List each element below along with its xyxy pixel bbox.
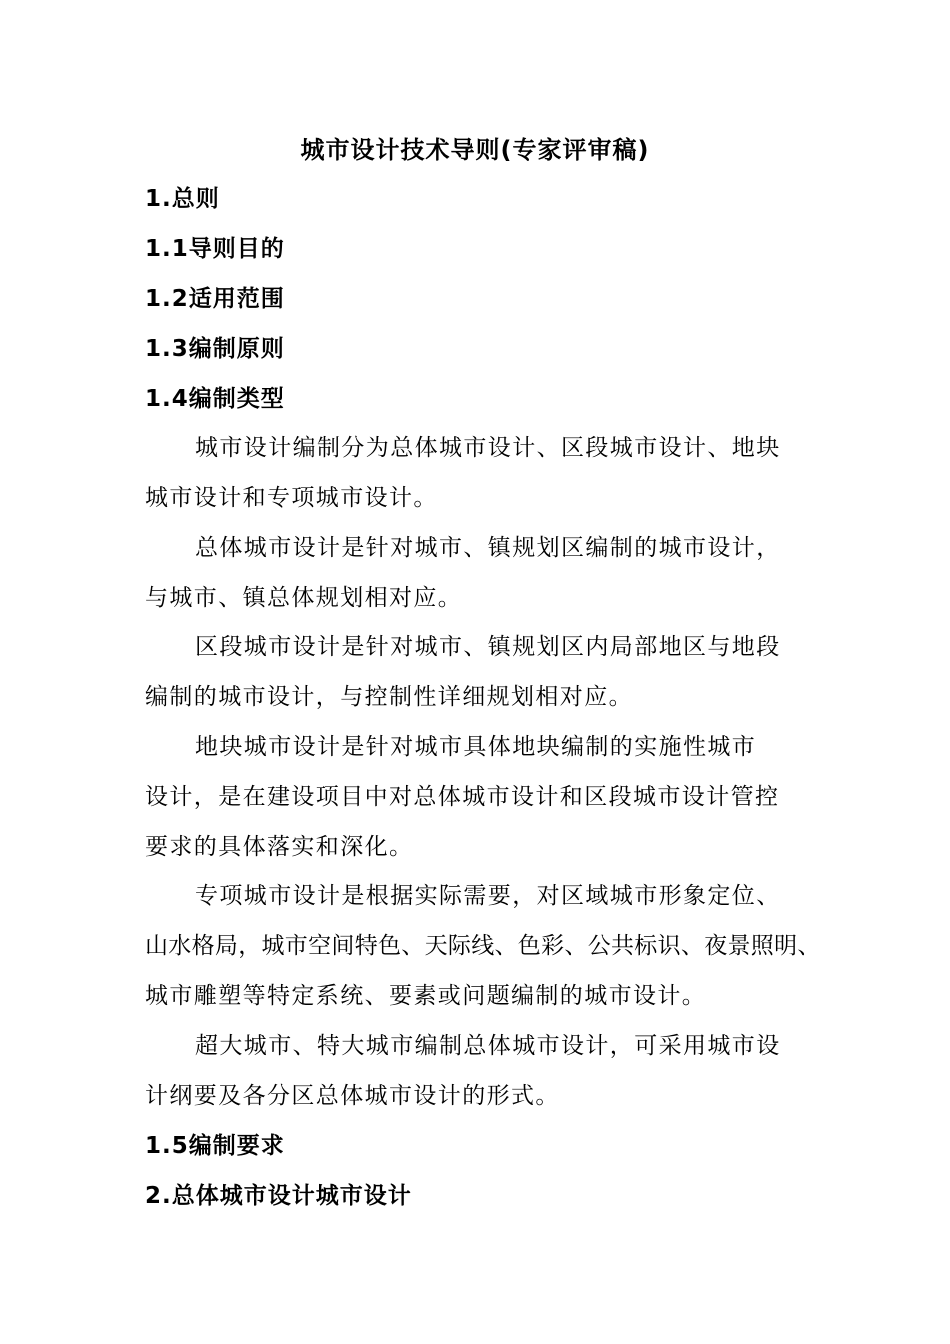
- paragraph-line: 山水格局，城市空间特色、天际线、色彩、公共标识、夜景照明、: [145, 933, 821, 959]
- paragraph-line: 设计，是在建设项目中对总体城市设计和区段城市设计管控: [145, 784, 780, 810]
- heading-1-3: 1.3编制原则: [145, 336, 285, 362]
- paragraph-plot-design: [145, 722, 835, 872]
- paragraph-line: 超大城市、特大城市编制总体城市设计，可采用城市设: [195, 1033, 781, 1059]
- paragraph-types-overview: [145, 423, 835, 523]
- heading-2: 2.总体城市设计城市设计: [145, 1183, 412, 1209]
- paragraph-district-design: [145, 622, 835, 722]
- paragraph-line: 计纲要及各分区总体城市设计的形式。: [145, 1083, 560, 1109]
- paragraph-line: 城市设计和专项城市设计。: [145, 485, 438, 511]
- heading-1-4: 1.4编制类型: [145, 386, 285, 412]
- paragraph-line: 区段城市设计是针对城市、镇规划区内局部地区与地段: [195, 634, 781, 660]
- paragraph-line: 编制的城市设计，与控制性详细规划相对应。: [145, 684, 633, 710]
- heading-1: 1.总则: [145, 186, 220, 212]
- document-title: 城市设计技术导则(专家评审稿): [300, 136, 650, 164]
- paragraph-megacity-design: [145, 1021, 835, 1121]
- paragraph-line: 要求的具体落实和深化。: [145, 834, 414, 860]
- paragraph-overall-design: [145, 523, 835, 623]
- paragraph-line: 城市雕塑等特定系统、要素或问题编制的城市设计。: [145, 983, 707, 1009]
- paragraph-special-design: [145, 871, 835, 1021]
- paragraph-line: 地块城市设计是针对城市具体地块编制的实施性城市: [195, 734, 757, 760]
- paragraph-line: 专项城市设计是根据实际需要，对区域城市形象定位、: [195, 883, 781, 909]
- heading-1-1: 1.1导则目的: [145, 236, 285, 262]
- heading-1-2: 1.2适用范围: [145, 286, 285, 312]
- paragraph-line: 城市设计编制分为总体城市设计、区段城市设计、地块: [195, 435, 781, 461]
- paragraph-line: 与城市、镇总体规划相对应。: [145, 585, 463, 611]
- paragraph-line: 总体城市设计是针对城市、镇规划区编制的城市设计，: [195, 535, 781, 561]
- heading-1-5: 1.5编制要求: [145, 1133, 285, 1159]
